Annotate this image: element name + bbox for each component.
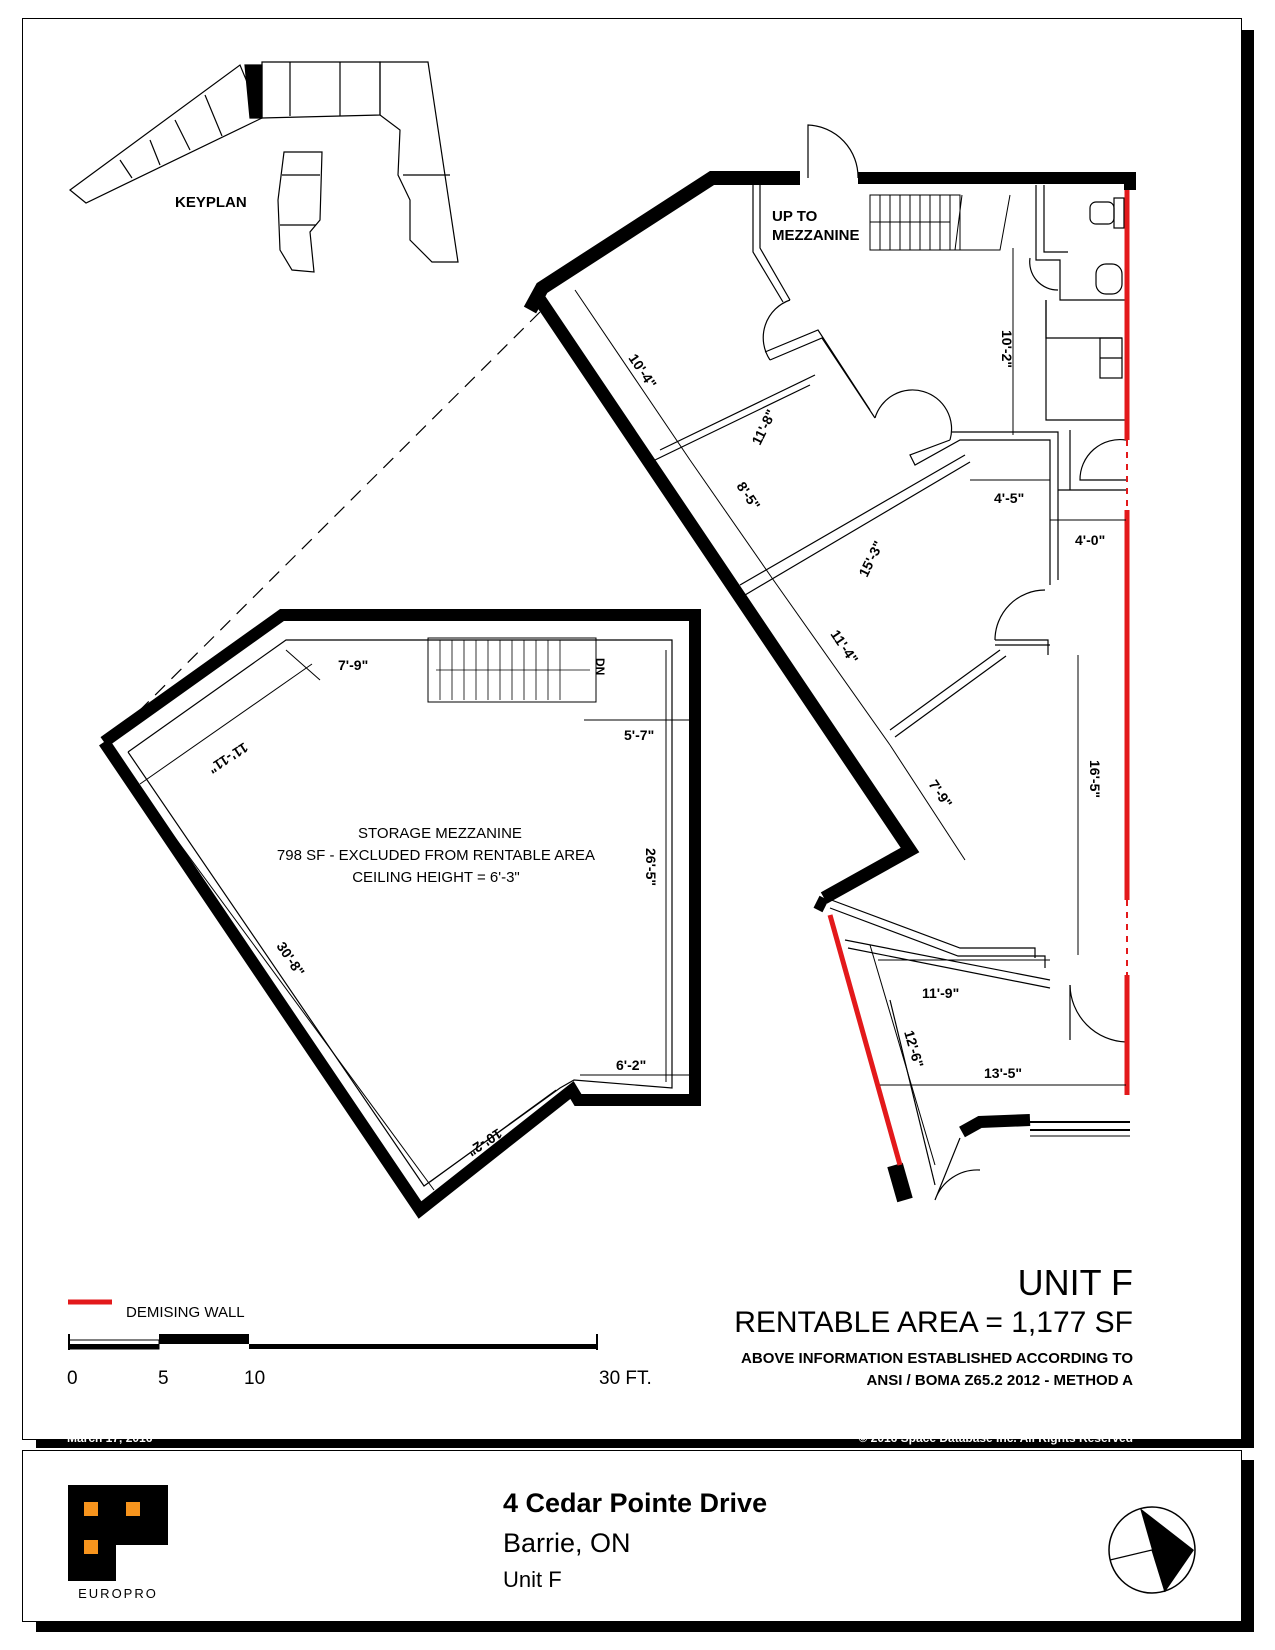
scale-label-0: 0 — [67, 1368, 78, 1389]
scale-label-5: 5 — [158, 1368, 169, 1389]
mezzanine-area: 798 SF - EXCLUDED FROM RENTABLE AREA — [276, 847, 596, 864]
dim-8-5: 8'-5" — [733, 478, 764, 513]
standard-note-line1: ABOVE INFORMATION ESTABLISHED ACCORDING TO — [741, 1350, 1133, 1367]
dim-12-6: 12'-6" — [901, 1028, 927, 1070]
dim-11-8: 11'-8" — [748, 406, 780, 448]
mezzanine-walls — [104, 615, 695, 1210]
demising-walls — [827, 190, 1127, 1165]
dim-7-9: 7'-9" — [925, 776, 956, 811]
stair-label-line1: UP TO — [772, 208, 818, 225]
plan-date: March 17, 2016 — [67, 1431, 153, 1445]
mezzanine-stair-dn: DN — [593, 658, 607, 676]
brand-name: EUROPRO — [78, 1586, 158, 1601]
dim-15-3: 15'-3" — [855, 538, 887, 580]
dim-11-4: 11'-4" — [827, 626, 862, 667]
dim-11-9: 11'-9" — [922, 985, 960, 1001]
dim-13-5: 13'-5" — [984, 1065, 1022, 1081]
demising-wall-legend-label: DEMISING WALL — [126, 1304, 245, 1321]
main-unit-walls — [530, 125, 1130, 1200]
interior-partitions — [655, 185, 1126, 1200]
dim-10-4: 10'-4" — [625, 350, 661, 392]
plan-labels — [175, 194, 1105, 1160]
mezz-dim-26-5: 26'-5" — [643, 848, 659, 886]
standard-note-line2: ANSI / BOMA Z65.2 2012 - METHOD A — [866, 1372, 1133, 1389]
dim-4-5: 4'-5" — [994, 490, 1025, 506]
mezz-dim-10-2: 10'-2" — [464, 1125, 506, 1160]
dimension-lines — [140, 248, 1126, 1190]
keyplan — [70, 62, 458, 272]
scale-label-30: 30 FT. — [599, 1368, 652, 1389]
unit-title: UNIT F — [1017, 1262, 1133, 1303]
europro-logo — [68, 1485, 168, 1581]
scale-bar — [69, 1334, 597, 1350]
north-arrow-icon — [1109, 1507, 1195, 1593]
dim-16-5: 16'-5" — [1087, 760, 1103, 798]
property-city: Barrie, ON — [503, 1528, 631, 1558]
mezz-dim-7-9: 7'-9" — [338, 657, 369, 673]
property-unit: Unit F — [503, 1567, 562, 1592]
mezz-dim-5-7: 5'-7" — [624, 727, 655, 743]
copyright: © 2016 Space Database Inc. All Rights Reserved — [858, 1431, 1133, 1445]
keyplan-label: KEYPLAN — [175, 194, 247, 211]
mezzanine-title: STORAGE MEZZANINE — [358, 825, 522, 842]
mezz-dim-6-2: 6'-2" — [616, 1057, 647, 1073]
dim-10-2: 10'-2" — [999, 330, 1015, 368]
mezzanine-link-line — [110, 312, 540, 740]
stair-label-line2: MEZZANINE — [772, 227, 860, 244]
dim-4-0: 4'-0" — [1075, 532, 1106, 548]
mezz-dim-30-8: 30'-8" — [273, 938, 309, 980]
scale-label-10: 10 — [244, 1368, 266, 1389]
mezz-dim-11-11: 11'-11" — [205, 739, 252, 777]
stair-up — [870, 195, 1010, 250]
rentable-area: RENTABLE AREA = 1,177 SF — [734, 1306, 1133, 1339]
mezzanine-ceiling: CEILING HEIGHT = 6'-3" — [352, 869, 520, 886]
property-address: 4 Cedar Pointe Drive — [503, 1488, 768, 1518]
